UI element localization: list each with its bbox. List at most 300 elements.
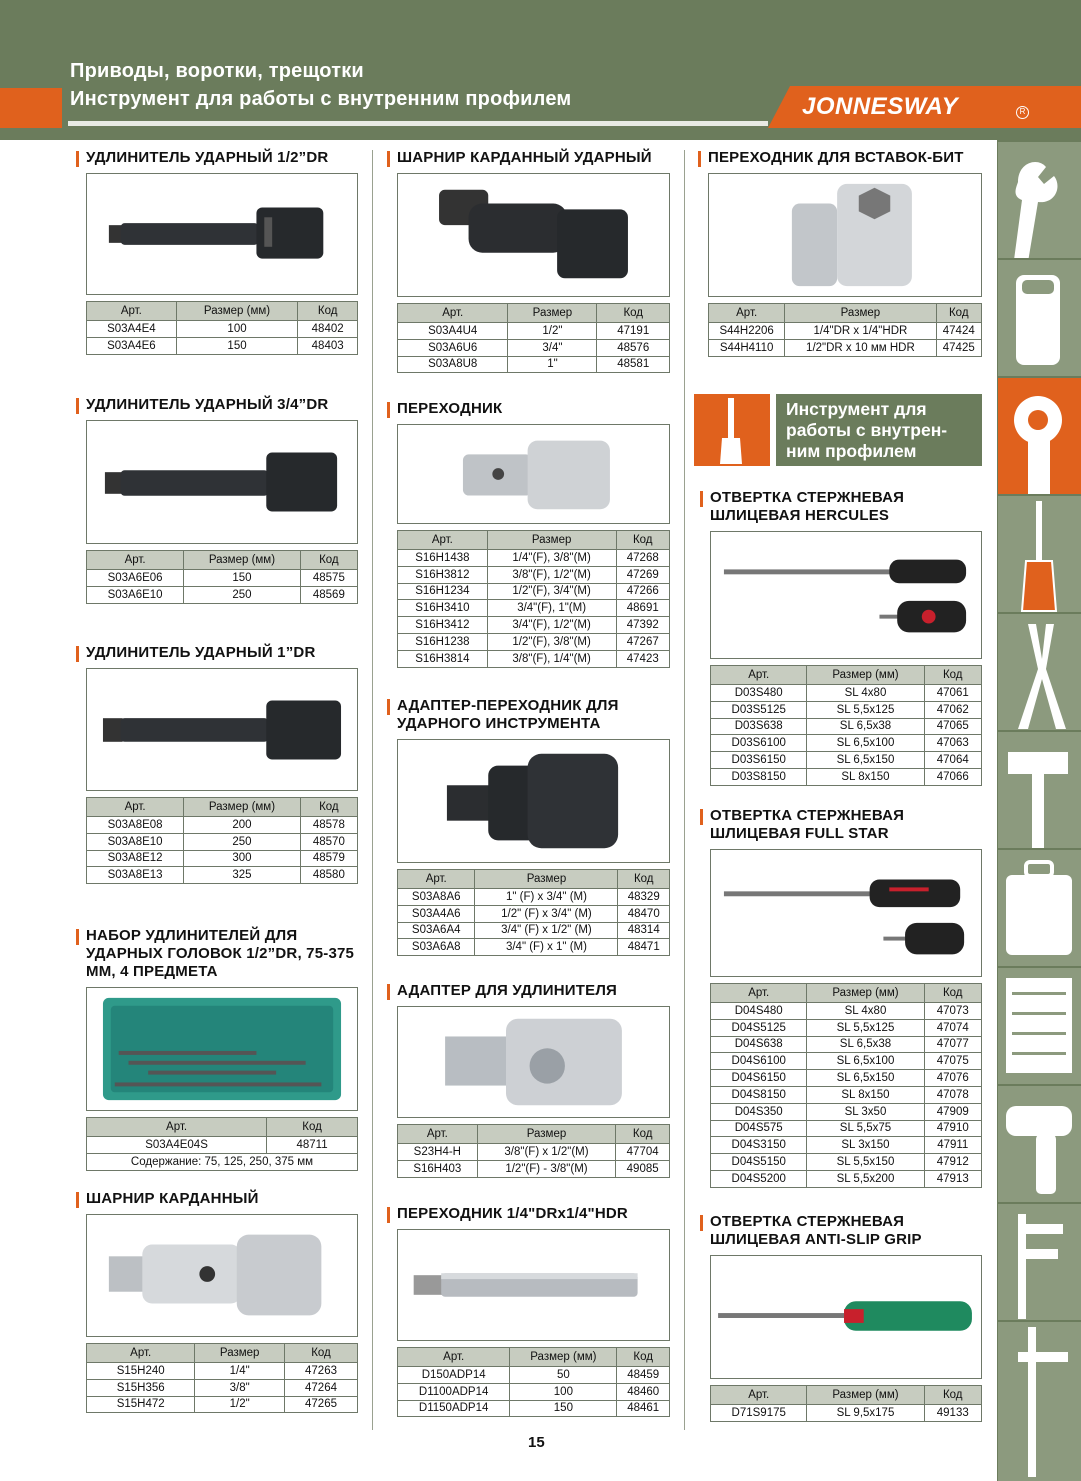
section-title: АДАПТЕР-ПЕРЕХОДНИК ДЛЯ УДАРНОГО ИНСТРУМЕНТА	[397, 697, 619, 732]
product-image	[86, 1214, 358, 1337]
table-cell: 100	[176, 321, 298, 338]
table-cell: S16H3814	[398, 650, 488, 667]
table-row	[711, 1137, 982, 1154]
product-table	[86, 1343, 358, 1413]
tab-pneumatic[interactable]	[998, 1084, 1081, 1204]
product-image	[397, 424, 670, 524]
table-cell: S44H2206	[709, 323, 785, 340]
table-cell: S03A6A4	[398, 922, 475, 939]
table-header-cell: Размер	[477, 1125, 616, 1144]
screwdriver-icon	[694, 394, 770, 466]
table-cell: SL 8x150	[807, 768, 924, 785]
table-row	[398, 1160, 670, 1177]
product-table	[710, 665, 982, 786]
header-title-line1: Приводы, воротки, трещотки	[70, 60, 364, 82]
table-cell: S03A8E12	[87, 850, 184, 867]
bit-holder-image	[709, 174, 981, 296]
table-cell: SL 5,5x125	[807, 1019, 924, 1036]
product-table	[710, 1385, 982, 1422]
table-cell: 48570	[300, 833, 357, 850]
table-cell: S03A8E10	[87, 833, 184, 850]
table-row	[398, 617, 670, 634]
table-cell: S15H240	[87, 1363, 195, 1380]
table-row	[87, 321, 358, 338]
table-cell: SL 4x80	[807, 685, 924, 702]
table-cell: S16H3410	[398, 600, 488, 617]
table-cell: 47077	[924, 1036, 981, 1053]
table-cell: D03S5125	[711, 701, 807, 718]
section-screwdriver-antislip	[710, 1213, 982, 1422]
pliers-icon	[998, 614, 1081, 734]
tab-pliers[interactable]	[998, 612, 1081, 732]
table-cell: D03S8150	[711, 768, 807, 785]
table-cell: 1/4"DR x 1/4"HDR	[785, 323, 936, 340]
section-adapter	[397, 400, 670, 668]
table-cell: 3/4" (F) x 1" (M)	[475, 939, 618, 956]
table-header-cell: Код	[285, 1344, 358, 1363]
table-header-row	[87, 1118, 358, 1137]
tab-wrenches[interactable]	[998, 140, 1081, 260]
table-cell: 1/2"(F), 3/8"(M)	[487, 633, 616, 650]
section-extension-set	[86, 927, 358, 1171]
table-header-row	[709, 304, 982, 323]
table-row	[398, 1383, 670, 1400]
table-row	[711, 1170, 982, 1187]
table-cell: 47392	[616, 617, 669, 634]
table-row	[398, 566, 670, 583]
table-row	[87, 817, 358, 834]
section-title: ПЕРЕХОДНИК	[397, 400, 503, 417]
table-header-row	[87, 798, 358, 817]
table-cell: 48711	[267, 1137, 358, 1154]
table-cell: 47912	[924, 1154, 981, 1171]
table-cell: 200	[184, 817, 301, 834]
table-cell: 1"	[508, 356, 597, 373]
table-cell: S16H1438	[398, 550, 488, 567]
table-header-row	[87, 1344, 358, 1363]
product-image	[86, 420, 358, 544]
table-cell: 250	[184, 586, 301, 603]
section-marker	[387, 151, 390, 167]
table-header-cell: Арт.	[709, 304, 785, 323]
table-cell: S03A4E04S	[87, 1137, 267, 1154]
table-cell: 1/2"(F) - 3/8"(M)	[477, 1160, 616, 1177]
screwdriver-icon	[998, 496, 1081, 616]
extension-adapter-image	[398, 1007, 669, 1117]
tab-cabinets[interactable]	[998, 966, 1081, 1086]
table-cell: 50	[510, 1367, 617, 1384]
page-number: 15	[528, 1434, 545, 1451]
table-header-cell: Арт.	[87, 1344, 195, 1363]
section-marker	[700, 1215, 703, 1231]
table-cell: 3/4"(F), 1"(M)	[487, 600, 616, 617]
product-table	[708, 303, 982, 357]
product-image	[708, 173, 982, 297]
table-row	[398, 650, 670, 667]
table-cell: 49133	[924, 1405, 981, 1422]
tab-sockets[interactable]	[998, 258, 1081, 378]
table-row	[398, 889, 670, 906]
table-header-cell: Размер	[508, 304, 597, 323]
table-row	[398, 939, 670, 956]
table-cell: 1/4"(F), 3/8"(M)	[487, 550, 616, 567]
table-cell: D04S8150	[711, 1086, 807, 1103]
table-cell: 47704	[616, 1144, 670, 1161]
table-cell: 47267	[616, 633, 669, 650]
table-header-cell: Размер	[487, 531, 616, 550]
section-screwdriver-hercules	[710, 489, 982, 786]
section-bit-adapter	[397, 1205, 670, 1417]
table-cell: S03A8E08	[87, 817, 184, 834]
table-header-cell: Код	[300, 798, 357, 817]
table-cell: 48314	[618, 922, 670, 939]
tab-hammers[interactable]	[998, 730, 1081, 850]
adapter-image	[398, 425, 669, 523]
product-image	[710, 1255, 982, 1379]
table-row	[709, 323, 982, 340]
table-cell: D03S638	[711, 718, 807, 735]
table-cell: 325	[184, 867, 301, 884]
table-cell: D04S6150	[711, 1070, 807, 1087]
table-cell: 48329	[618, 889, 670, 906]
table-header-row	[87, 302, 358, 321]
table-cell: S03A6U6	[398, 339, 508, 356]
table-header-cell: Код	[300, 551, 357, 570]
table-header-row	[398, 1348, 670, 1367]
table-cell: 3/8"(F) x 1/2"(M)	[477, 1144, 616, 1161]
product-image	[86, 173, 358, 295]
product-table	[397, 303, 670, 373]
table-row	[398, 339, 670, 356]
table-cell: SL 6,5x150	[807, 1070, 924, 1087]
table-row	[87, 1363, 358, 1380]
product-table	[397, 1124, 670, 1178]
table-header-cell: Код	[597, 304, 670, 323]
table-header-cell: Код	[267, 1118, 358, 1137]
table-header-cell: Размер (мм)	[807, 666, 924, 685]
table-cell: 47191	[597, 323, 670, 340]
table-cell: Содержание: 75, 125, 250, 375 мм	[87, 1153, 358, 1170]
header-underline	[68, 121, 768, 126]
table-cell: SL 6,5x100	[807, 1053, 924, 1070]
product-image	[397, 173, 670, 297]
screwdriver-image	[711, 850, 981, 976]
table-cell: S03A8E13	[87, 867, 184, 884]
table-cell: 48576	[597, 339, 670, 356]
table-cell: SL 6,5x38	[807, 1036, 924, 1053]
table-cell: 47265	[285, 1396, 358, 1413]
table-header-cell: Код	[936, 304, 981, 323]
section-title: УДЛИНИТЕЛЬ УДАРНЫЙ 3/4”DR	[86, 396, 329, 413]
product-table	[86, 550, 358, 604]
table-cell: 47911	[924, 1137, 981, 1154]
table-cell: SL 5,5x150	[807, 1154, 924, 1171]
section-marker	[76, 151, 79, 167]
screwdriver-image	[711, 532, 981, 658]
table-row	[711, 768, 982, 785]
column-divider	[684, 150, 685, 1430]
section-extension-1-2	[86, 149, 358, 355]
ratchet-icon	[998, 378, 1081, 498]
impact-gun-icon	[998, 1086, 1081, 1206]
table-cell: SL 3x50	[807, 1103, 924, 1120]
table-cell: S23H4-H	[398, 1144, 478, 1161]
table-cell: 3/8"	[195, 1379, 285, 1396]
table-cell: S15H356	[87, 1379, 195, 1396]
tab-cases[interactable]	[998, 848, 1081, 968]
section-marker	[387, 402, 390, 418]
extension-bar-image	[87, 669, 357, 790]
section-marker	[387, 1207, 390, 1223]
section-title: ШАРНИР КАРДАННЫЙ	[86, 1190, 259, 1207]
table-cell: 47423	[616, 650, 669, 667]
table-cell: S16H1238	[398, 633, 488, 650]
table-header-row	[711, 1386, 982, 1405]
table-header-cell: Код	[616, 1125, 670, 1144]
table-header-cell: Арт.	[711, 666, 807, 685]
table-row	[398, 1400, 670, 1417]
table-cell: 47913	[924, 1170, 981, 1187]
table-cell: S03A4E4	[87, 321, 177, 338]
table-cell: S16H1234	[398, 583, 488, 600]
table-cell: D1150ADP14	[398, 1400, 510, 1417]
table-header-cell: Арт.	[87, 551, 184, 570]
table-row	[87, 586, 358, 603]
section-marker	[387, 699, 390, 715]
tab-extra[interactable]	[998, 1320, 1081, 1481]
section-title: ОТВЕРТКА СТЕРЖНЕВАЯ ШЛИЦЕВАЯ HERCULES	[710, 489, 905, 524]
product-table	[397, 530, 670, 668]
section-impact-adapter	[397, 697, 670, 956]
product-image	[86, 987, 358, 1111]
section-marker	[76, 398, 79, 414]
table-cell: S03A4E6	[87, 337, 177, 354]
table-header-cell: Арт.	[398, 870, 475, 889]
table-cell: 1/2"	[508, 323, 597, 340]
table-cell: 3/4"(F), 1/2"(M)	[487, 617, 616, 634]
table-row	[709, 339, 982, 356]
section-title: УДЛИНИТЕЛЬ УДАРНЫЙ 1”DR	[86, 644, 316, 661]
extension-bar-image	[87, 421, 357, 543]
section-bit-holder	[708, 149, 982, 357]
product-table	[86, 1117, 358, 1171]
table-cell: 48403	[298, 337, 358, 354]
table-header-cell: Арт.	[398, 1125, 478, 1144]
product-image	[397, 739, 670, 863]
table-cell: 48461	[617, 1400, 670, 1417]
socket-icon	[998, 260, 1081, 380]
table-header-cell: Код	[298, 302, 358, 321]
column-divider	[372, 150, 373, 1430]
table-cell: 47074	[924, 1019, 981, 1036]
table-cell: S15H472	[87, 1396, 195, 1413]
section-extension-1	[86, 644, 358, 884]
table-header-cell: Арт.	[711, 984, 807, 1003]
table-header-cell: Размер (мм)	[184, 798, 301, 817]
product-table	[86, 797, 358, 884]
table-cell: SL 9,5x175	[807, 1405, 924, 1422]
table-cell: 48691	[616, 600, 669, 617]
table-cell: 47266	[616, 583, 669, 600]
header-accent	[0, 88, 62, 128]
tab-measuring[interactable]	[998, 1202, 1081, 1322]
table-cell: 47425	[936, 339, 981, 356]
table-cell: 1/2" (F) x 3/4" (M)	[475, 905, 618, 922]
table-row	[711, 735, 982, 752]
section-title: ОТВЕРТКА СТЕРЖНЕВАЯ ШЛИЦЕВАЯ ANTI-SLIP GRIP	[710, 1213, 922, 1248]
section-extension-adapter	[397, 982, 670, 1178]
table-row	[711, 1053, 982, 1070]
table-row	[711, 1103, 982, 1120]
table-row	[398, 600, 670, 617]
table-header-cell: Код	[616, 531, 669, 550]
table-cell: SL 6,5x100	[807, 735, 924, 752]
header-title-line2: Инструмент для работы с внутренним профилем	[70, 88, 572, 110]
table-cell: 47061	[924, 685, 981, 702]
table-cell: 48580	[300, 867, 357, 884]
tab-screwdrivers[interactable]	[998, 494, 1081, 614]
table-cell: D71S9175	[711, 1405, 807, 1422]
table-cell: S03A4U4	[398, 323, 508, 340]
table-row	[711, 1003, 982, 1020]
table-cell: 1/2"(F), 3/4"(M)	[487, 583, 616, 600]
section-marker	[698, 151, 701, 167]
product-table	[397, 869, 670, 956]
table-cell: 300	[184, 850, 301, 867]
table-cell: 150	[176, 337, 298, 354]
table-row	[398, 633, 670, 650]
tool-case-image	[87, 988, 357, 1110]
table-header-cell: Код	[924, 666, 981, 685]
table-cell: 48459	[617, 1367, 670, 1384]
table-cell: SL 6,5x38	[807, 718, 924, 735]
table-header-cell: Арт.	[398, 1348, 510, 1367]
registered-mark: R	[1016, 106, 1029, 119]
table-cell: 48470	[618, 905, 670, 922]
table-cell: 3/8"(F), 1/4"(M)	[487, 650, 616, 667]
brand-logo: JONNESWAY	[802, 93, 959, 120]
table-cell: S44H4110	[709, 339, 785, 356]
table-cell: S03A8A6	[398, 889, 475, 906]
table-header-row	[398, 1125, 670, 1144]
table-cell: 250	[184, 833, 301, 850]
table-cell: D04S638	[711, 1036, 807, 1053]
hammer-icon	[998, 732, 1081, 852]
table-cell: D04S3150	[711, 1137, 807, 1154]
table-cell: 47424	[936, 323, 981, 340]
table-cell: 47909	[924, 1103, 981, 1120]
section-screwdriver-fullstar	[710, 807, 982, 1188]
table-cell: 48569	[300, 586, 357, 603]
table-row	[711, 1019, 982, 1036]
table-row	[87, 833, 358, 850]
promo-icon-box	[694, 394, 770, 466]
table-cell: SL 3x150	[807, 1137, 924, 1154]
promo-banner: Инструмент для работы с внутрен-ним профилем	[776, 394, 982, 466]
product-image	[86, 668, 358, 791]
table-header-cell: Размер (мм)	[807, 1386, 924, 1405]
section-title: НАБОР УДЛИНИТЕЛЕЙ ДЛЯ УДАРНЫХ ГОЛОВОК 1/2”DR, 75-375 ММ, 4 ПРЕДМЕТА	[86, 927, 355, 980]
table-cell: 47063	[924, 735, 981, 752]
table-row	[87, 867, 358, 884]
table-row	[87, 1379, 358, 1396]
universal-joint-image	[398, 174, 669, 296]
table-cell: D04S575	[711, 1120, 807, 1137]
table-cell: D03S6100	[711, 735, 807, 752]
section-title: ПЕРЕХОДНИК ДЛЯ ВСТАВОК-БИТ	[708, 149, 964, 166]
table-cell: 100	[510, 1383, 617, 1400]
table-cell: 1/4"	[195, 1363, 285, 1380]
table-cell: 1/2"DR x 10 мм HDR	[785, 339, 936, 356]
table-row	[711, 752, 982, 769]
table-header-cell: Арт.	[87, 302, 177, 321]
impact-adapter-image	[398, 740, 669, 862]
caliper-icon	[998, 1204, 1081, 1324]
table-cell: 47268	[616, 550, 669, 567]
section-marker	[76, 1192, 79, 1208]
table-cell: SL 5,5x200	[807, 1170, 924, 1187]
product-image	[397, 1006, 670, 1118]
table-cell: 3/4"	[508, 339, 597, 356]
table-row	[87, 337, 358, 354]
table-row	[398, 583, 670, 600]
table-cell: 47269	[616, 566, 669, 583]
table-header-cell: Размер	[195, 1344, 285, 1363]
table-header-cell: Код	[617, 1348, 670, 1367]
table-cell: 48579	[300, 850, 357, 867]
table-cell: D04S5125	[711, 1019, 807, 1036]
table-row	[711, 1154, 982, 1171]
table-cell: 47064	[924, 752, 981, 769]
table-cell: S16H3812	[398, 566, 488, 583]
universal-joint-image	[87, 1215, 357, 1336]
table-cell: 150	[510, 1400, 617, 1417]
table-row	[711, 1086, 982, 1103]
table-row	[87, 1396, 358, 1413]
table-row	[711, 1070, 982, 1087]
table-row	[398, 356, 670, 373]
table-cell: 48471	[618, 939, 670, 956]
table-header-row	[398, 304, 670, 323]
section-title: АДАПТЕР ДЛЯ УДЛИНИТЕЛЯ	[397, 982, 618, 999]
screwdriver-image	[711, 1256, 981, 1378]
table-cell: D150ADP14	[398, 1367, 510, 1384]
table-row	[711, 718, 982, 735]
table-cell: 48581	[597, 356, 670, 373]
table-row	[87, 850, 358, 867]
table-cell: S03A6E10	[87, 586, 184, 603]
wrench-icon	[998, 142, 1081, 262]
tab-ratchets[interactable]	[998, 376, 1081, 496]
product-image	[710, 531, 982, 659]
table-row	[398, 550, 670, 567]
table-row	[711, 1405, 982, 1422]
table-cell: SL 6,5x150	[807, 752, 924, 769]
table-header-cell: Арт.	[398, 531, 488, 550]
product-table	[710, 983, 982, 1188]
table-row	[398, 1367, 670, 1384]
table-cell: 3/4" (F) x 1/2" (M)	[475, 922, 618, 939]
table-header-row	[711, 984, 982, 1003]
table-row	[398, 905, 670, 922]
section-title: УДЛИНИТЕЛЬ УДАРНЫЙ 1/2”DR	[86, 149, 329, 166]
table-cell: D04S350	[711, 1103, 807, 1120]
section-title: ШАРНИР КАРДАННЫЙ УДАРНЫЙ	[397, 149, 652, 166]
table-cell: D04S5150	[711, 1154, 807, 1171]
table-row	[711, 1120, 982, 1137]
table-cell: 47078	[924, 1086, 981, 1103]
table-cell: D04S480	[711, 1003, 807, 1020]
